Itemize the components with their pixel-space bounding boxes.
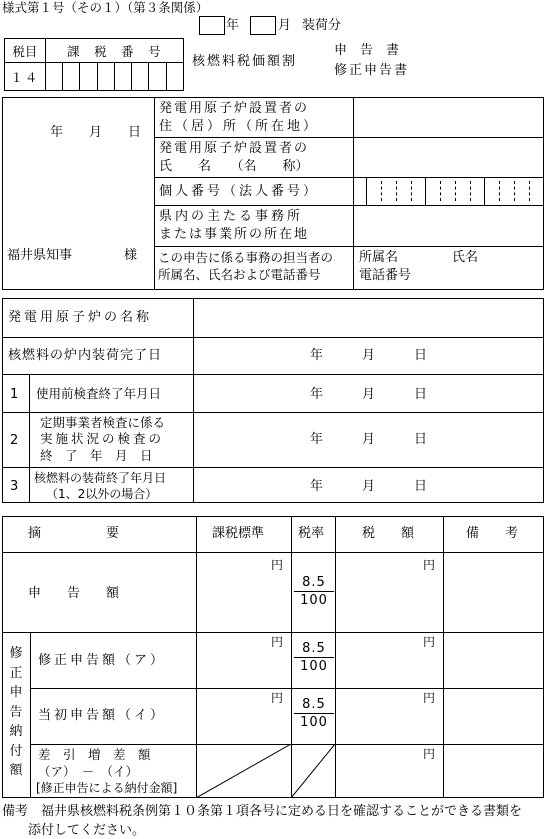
remarks-note-line2: 添付してください。: [28, 823, 146, 838]
tax-code-table: [4, 38, 184, 91]
address-label-line1: 発電用原子炉設置者の: [159, 101, 310, 116]
address-label-line2: 住（居）所（所在地）: [159, 119, 320, 134]
amended-declaration-label: 修正申告書: [334, 63, 410, 78]
tax-amount-header: 税 額: [362, 526, 415, 541]
tax-rate-fraction: [294, 576, 334, 607]
form-title: 核燃料税価額割: [192, 54, 298, 69]
tax-rate-fraction: [294, 642, 334, 673]
year-input-box[interactable]: [199, 16, 225, 35]
personal-number-field[interactable]: [367, 178, 543, 204]
office-field[interactable]: [355, 207, 543, 245]
tax-number-header: 課 税 番 号: [45, 39, 183, 63]
loading-part-label: 装荷分: [302, 18, 342, 33]
declaration-label: 申 告 書: [334, 43, 400, 58]
periodic-inspection-date: 年 月 日: [310, 432, 428, 447]
department-label: 所属名: [359, 250, 399, 265]
tax-number-digit[interactable]: [62, 63, 79, 91]
difference-label-line1: 差 引 増 差 額: [38, 747, 151, 762]
summary-header: 摘 要: [28, 526, 120, 541]
loading-end-label-line1: 核燃料の装荷終了年月日: [34, 471, 167, 485]
difference-label-line2: （ア） － （イ）: [38, 764, 139, 779]
month-suffix: 月: [278, 18, 292, 33]
group-char: 額: [9, 763, 23, 778]
group-char: 付: [9, 743, 23, 759]
month-input-box[interactable]: [250, 16, 276, 35]
contact-label-line1: この申告に係る事務の担当者の: [158, 250, 334, 265]
yen-unit: 円: [271, 691, 284, 705]
rate-denominator: 100: [300, 715, 328, 730]
initial-amount-label: 当初申告額（イ）: [38, 708, 167, 723]
rate-denominator: 100: [300, 593, 328, 608]
tax-number-digit[interactable]: [166, 63, 183, 91]
declared-tax-base-field[interactable]: [197, 553, 290, 631]
application-date: 年 月 日: [50, 125, 142, 140]
amended-amount-label: 修正申告額（ア）: [38, 653, 167, 668]
rate-denominator: 100: [300, 659, 328, 674]
pre-use-inspection-date: 年 月 日: [310, 387, 428, 402]
periodic-inspection-label-line3: 終 了 年 月 日: [40, 448, 153, 463]
form-number-label: 様式第１号（その１）（第３条関係）: [2, 0, 209, 15]
phone-label: 電話番号: [359, 268, 412, 283]
group-char: 正: [9, 665, 23, 681]
initial-tax-amount-field[interactable]: [336, 689, 442, 743]
tax-number-digit[interactable]: [97, 63, 114, 91]
tax-base-header: 課税標準: [212, 526, 265, 541]
remarks-note-line1: 備考 福井県核燃料税条例第１０条第１項各号に定める日を確認することができる書類を: [2, 804, 523, 819]
tax-number-digit[interactable]: [149, 63, 166, 91]
remarks-header: 備 考: [466, 526, 519, 541]
reactor-name-field[interactable]: [195, 300, 543, 336]
periodic-inspection-label-line2: 実施状況の検査の: [40, 431, 165, 446]
office-label-line1: 県内の主たる事務所: [159, 209, 304, 224]
diagonal-strike: [196, 744, 336, 798]
initial-tax-base-field[interactable]: [197, 689, 290, 743]
name-label-line2: 氏 名 （名 称）: [159, 159, 309, 174]
yen-unit: 円: [423, 558, 436, 572]
name-field[interactable]: [355, 139, 543, 176]
periodic-inspection-label-line1: 定期事業者検査に係る: [40, 415, 166, 430]
tax-number-digit[interactable]: [80, 63, 97, 91]
yen-unit: 円: [271, 558, 284, 572]
tax-number-digit[interactable]: [45, 63, 62, 91]
pre-use-inspection-label: 使用前検査終了年月日: [36, 386, 162, 401]
rate-numerator: 8.5: [294, 642, 334, 658]
name-label-line1: 発電用原子炉設置者の: [159, 141, 310, 156]
rate-numerator: 8.5: [294, 698, 334, 714]
group-char: 告: [9, 704, 23, 720]
declared-tax-amount-field[interactable]: [336, 553, 442, 631]
yen-unit: 円: [423, 635, 436, 649]
loading-complete-date: 年 月 日: [310, 348, 428, 363]
declared-remarks-field[interactable]: [444, 553, 543, 631]
addressee: 福井県知事 様: [7, 248, 138, 263]
amended-payment-group-label: [4, 644, 28, 781]
row-number: 3: [10, 479, 19, 494]
amended-tax-amount-field[interactable]: [336, 633, 442, 687]
tax-number-digit[interactable]: [114, 63, 131, 91]
loading-complete-label: 核燃料の炉内装荷完了日: [8, 348, 163, 363]
difference-tax-amount-field[interactable]: [336, 745, 442, 797]
person-name-label: 氏名: [452, 250, 479, 265]
row-number: 2: [10, 433, 19, 448]
difference-label-line3: [修正申告による納付金額]: [36, 781, 178, 795]
year-suffix: 年: [226, 18, 240, 33]
tax-number-digit[interactable]: [132, 63, 149, 91]
office-label-line2: または事業所の所在地: [159, 227, 310, 242]
personal-number-label: 個人番号（法人番号）: [159, 184, 320, 199]
group-char: 修: [9, 646, 23, 661]
loading-end-date: 年 月 日: [310, 479, 428, 494]
rate-numerator: 8.5: [294, 576, 334, 592]
tax-item-code: １４: [5, 63, 46, 91]
group-char: 納: [9, 724, 23, 739]
contact-label-line2: 所属名、氏名および電話番号: [158, 267, 321, 282]
group-char: 申: [9, 685, 23, 700]
amended-tax-base-field[interactable]: [197, 633, 290, 687]
tax-item-header: 税目: [5, 39, 46, 63]
declared-amount-label: 申 告 額: [28, 586, 120, 601]
tax-rate-header: 税率: [298, 526, 325, 541]
tax-rate-fraction: [294, 698, 334, 729]
reactor-name-label: 発電用原子炉の名称: [8, 310, 153, 325]
row-number: 1: [10, 387, 19, 402]
loading-end-label-line2: （1、2以外の場合）: [46, 487, 158, 501]
yen-unit: 円: [271, 635, 284, 649]
yen-unit: 円: [423, 691, 436, 705]
yen-unit: 円: [423, 747, 436, 761]
address-field[interactable]: [355, 99, 543, 136]
